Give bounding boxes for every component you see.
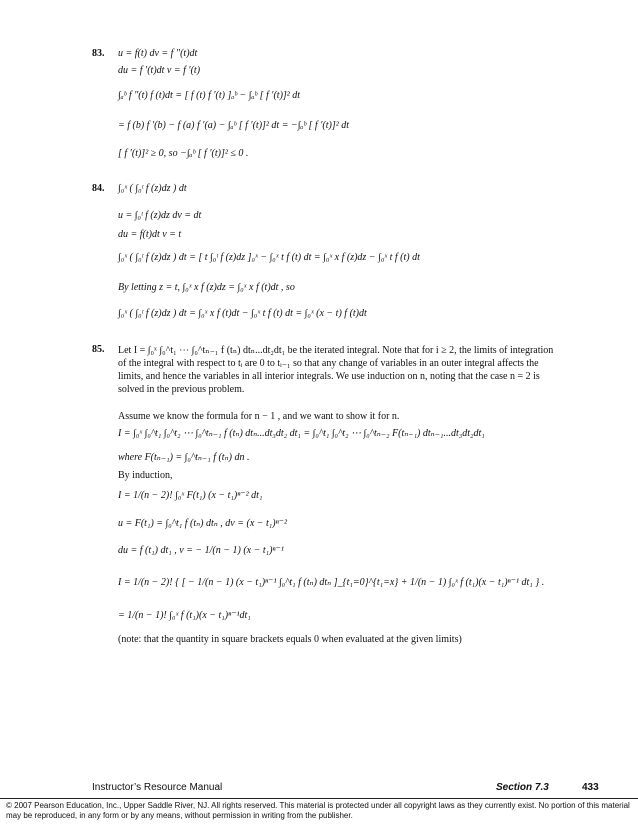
equation-line: I = 1/(n − 2)! ∫₀ˣ F(t₁) (x − t₁)ⁿ⁻² dt₁ <box>118 490 263 501</box>
equation-line: ∫₀ˣ ( ∫₀ᵗ f (z)dz ) dt <box>118 183 187 194</box>
problem-number: 85. <box>92 344 105 355</box>
copyright-notice: © 2007 Pearson Education, Inc., Upper Saddle River, NJ. All rights reserved. This material is protected under all copyright laws as they currently exist. No portion of this material may be reproduced, in any form or by any means, without permission in writing from the publisher. <box>6 801 630 820</box>
equation-line: where F(tₙ₋₁) = ∫₀^tₙ₋₁ f (tₙ) dn . <box>118 452 250 463</box>
problem-number: 84. <box>92 183 105 194</box>
equation-line: ∫₀ˣ ( ∫₀ᵗ f (z)dz ) dt = ∫₀ˣ x f (t)dt − ∫₀ˣ t f (t) dt = ∫₀ˣ (x − t) f (t)dt <box>118 308 367 319</box>
problem-intro-text: Let I = ∫₀ˣ ∫₀^t₁ ⋯ ∫₀^tₙ₋₁ f (tₙ) dtₙ...dt₂dt₁ be the iterated integral. Note that for i ≥ 2, the limits of integration of the integral with respect to tᵢ are 0 to tᵢ₋₁ so that any change of variables in an outer integral affects the limits, and hence the variables in all interior integrals. We use induction on n, noting that the case n = 2 is solved in the previous problem. <box>118 345 554 395</box>
footer-book-title: Instructor’s Resource Manual <box>92 782 223 793</box>
footer-section: Section 7.3 <box>496 782 549 793</box>
equation-line: du = f (t₁) dt₁ , v = − 1/(n − 1) (x − t₁)ⁿ⁻¹ <box>118 545 284 556</box>
equation-line: ∫₀ˣ ( ∫₀ᵗ f (z)dz ) dt = [ t ∫₀ᵗ f (z)dz ]₀ˣ − ∫₀ˣ t f (t) dt = ∫₀ˣ x f (z)dz − ∫₀ˣ t f (t) dt <box>118 252 420 263</box>
equation-line: = f (b) f ′(b) − f (a) f ′(a) − ∫ₐᵇ [ f ′(t)]² dt = −∫ₐᵇ [ f ′(t)]² dt <box>118 120 350 131</box>
equation-line: I = 1/(n − 2)! { [ − 1/(n − 1) (x − t₁)ⁿ⁻¹ ∫₀^t₁ f (tₙ) dtₙ ]_{t₁=0}^{t₁=x} + 1/(n − 1) ∫₀ˣ f (t₁)(x − t₁)ⁿ⁻¹ dt₁ } . <box>118 577 545 588</box>
equation-line: By letting z = t, ∫₀ˣ x f (z)dz = ∫₀ˣ x f (t)dt , so <box>118 282 295 293</box>
footer-divider <box>0 798 638 799</box>
equation-line: I = ∫₀ˣ ∫₀^t₁ ∫₀^t₂ ⋯ ∫₀^tₙ₋₁ f (tₙ) dtₙ...dt₃dt₂ dt₁ = ∫₀^t₁ ∫₀^t₂ ⋯ ∫₀^tₙ₋₂ F(tₙ₋₁) dtₙ₋₁...dt₃dt₂dt₁ <box>118 428 485 439</box>
equation-line: du = f(t)dt v = t <box>118 229 182 240</box>
note-line: (note: that the quantity in square brackets equals 0 when evaluated at the given limits) <box>118 634 462 645</box>
equation-line: u = F(t₁) = ∫₀^t₁ f (tₙ) dtₙ , dv = (x − t₁)ⁿ⁻² <box>118 518 288 529</box>
equation-line: u = ∫₀ᵗ f (z)dz dv = dt <box>118 210 202 221</box>
problem-number: 83. <box>92 48 105 59</box>
footer-page-number: 433 <box>582 782 599 793</box>
equation-line: = 1/(n − 1)! ∫₀ˣ f (t₁)(x − t₁)ⁿ⁻¹dt₁ <box>118 610 251 621</box>
equation-line: By induction, <box>118 470 173 481</box>
equation-line: du = f ′(t)dt v = f ′(t) <box>118 65 201 76</box>
equation-line: ∫ₐᵇ f ″(t) f (t)dt = [ f (t) f ′(t) ]ₐᵇ − ∫ₐᵇ [ f ′(t)]² dt <box>118 90 301 101</box>
equation-line: u = f(t) dv = f ″(t)dt <box>118 48 198 59</box>
assumption-text: Assume we know the formula for n − 1 , and we want to show it for n. <box>118 411 400 422</box>
equation-line: [ f ′(t)]² ≥ 0, so −∫ₐᵇ [ f ′(t)]² ≤ 0 . <box>118 148 249 159</box>
